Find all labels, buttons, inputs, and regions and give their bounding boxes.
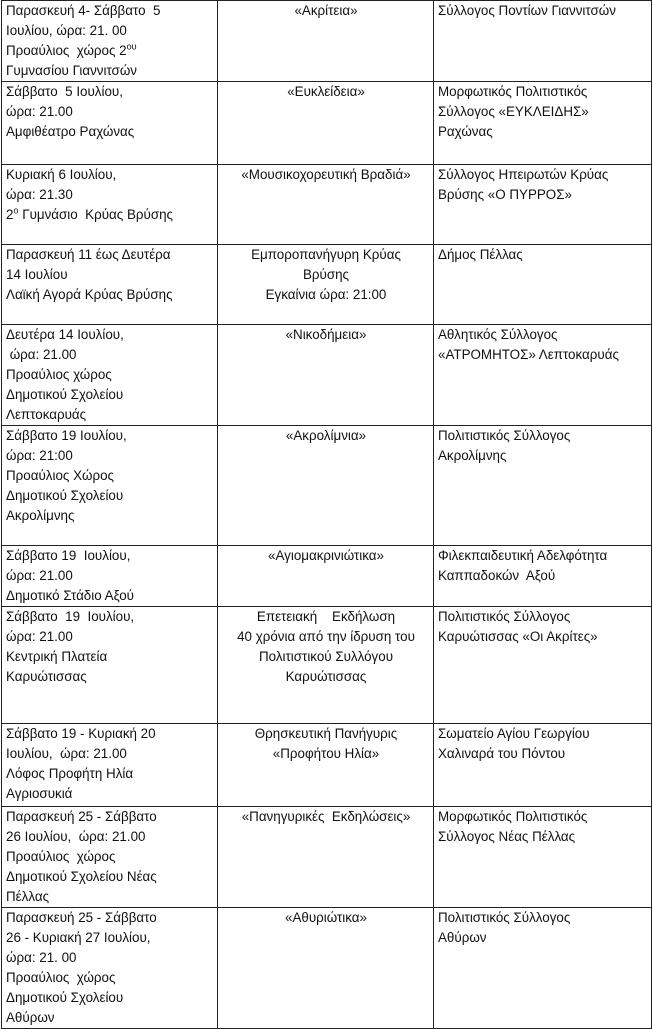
when-line: Παρασκευή 11 έως Δευτέρα [6, 247, 171, 262]
organizer-line: Αθλητικός Σύλλογος [438, 327, 558, 342]
events-table [1, 0, 652, 1029]
when-line [6, 41, 214, 61]
when-line: Λόφος Προφήτη Ηλία [6, 766, 134, 781]
organizer-cell [434, 546, 652, 607]
event-line: Βρύσης [302, 267, 350, 282]
when-line: Προαύλιος χώρος [6, 849, 116, 864]
event-cell [218, 82, 434, 165]
organizer-line: Καρυώτισσας «Οι Ακρίτες» [438, 629, 598, 644]
organizer-line: Πολιτιστικός Σύλλογος [438, 910, 571, 925]
organizer-line: «ΑΤΡΟΜΗΤΟΣ» Λεπτοκαρυάς [438, 347, 619, 362]
event-line: Επετειακή Εκδήλωση [256, 609, 396, 624]
when-line: Σάββατο 19 Ιουλίου, [6, 609, 135, 624]
when-line: Ιουλίου, ώρα: 21.00 [6, 746, 127, 761]
when-line: Παρασκευή 4- Σάββατο 5 [6, 3, 161, 18]
when-cell [2, 908, 218, 1029]
table-row [2, 82, 652, 165]
when-line: Σάββατο 19 Ιουλίου, [6, 428, 127, 443]
when-line: Παρασκευή 25 - Σάββατο [6, 910, 157, 925]
organizer-line: Αθύρων [438, 930, 487, 945]
table-row [2, 245, 652, 325]
when-line: Λεπτοκαρυάς [6, 407, 87, 422]
event-line: Εγκαίνια ώρα: 21:00 [265, 287, 387, 302]
when-line: 26 Ιουλίου, ώρα: 21.00 [6, 829, 146, 844]
event-cell [218, 1, 434, 82]
when-line: Σάββατο 5 Ιουλίου, [6, 84, 123, 99]
when-cell [2, 82, 218, 165]
organizer-cell [434, 807, 652, 908]
organizer-line: Μορφωτικός Πολιτιστικός [438, 809, 588, 824]
when-line: ώρα: 21.00 [6, 568, 73, 583]
when-line: ώρα: 21.00 [6, 104, 73, 119]
organizer-line: Σύλλογος Νέας Πέλλας [438, 829, 576, 844]
event-line: Εμποροπανήγυρη Κρύας [251, 247, 401, 262]
when-line [6, 205, 214, 225]
table-row [2, 546, 652, 607]
event-line: 40 χρόνια από την ίδρυση του [237, 629, 415, 644]
organizer-line: Δήμος Πέλλας [438, 247, 523, 262]
organizer-cell [434, 724, 652, 807]
event-line: Καρυώτισσας [285, 669, 367, 684]
event-cell [218, 165, 434, 245]
event-line: Πολιτιστικού Συλλόγου [258, 649, 394, 664]
when-text: 2 [6, 207, 14, 222]
organizer-cell [434, 426, 652, 546]
when-line: Προαύλιος χώρος [6, 970, 116, 985]
when-line: ώρα: 21.00 [6, 629, 73, 644]
when-cell [2, 325, 218, 426]
superscript: ου [126, 41, 137, 52]
when-line: ώρα: 21:00 [6, 448, 73, 463]
when-cell [2, 546, 218, 607]
organizer-line: Μορφωτικός Πολιτιστικός [438, 84, 588, 99]
organizer-line: Ραχώνας [438, 124, 493, 139]
event-cell [218, 724, 434, 807]
when-cell [2, 807, 218, 908]
when-line: Κεντρική Πλατεία [6, 649, 108, 664]
table-row [2, 426, 652, 546]
table-row [2, 325, 652, 426]
when-line: Δημοτικό Στάδιο Αξού [6, 588, 135, 603]
when-line: 14 Ιουλίου [6, 267, 68, 282]
organizer-line: Ακρολίμνης [438, 448, 507, 463]
when-line: Σάββατο 19 Ιουλίου, [6, 548, 131, 563]
when-line: Δημοτικού Σχολείου [6, 488, 124, 503]
event-cell [218, 325, 434, 426]
when-line: ώρα: 21.30 [6, 187, 73, 202]
when-line: 26 - Κυριακή 27 Ιουλίου, [6, 930, 151, 945]
event-line: «Ακρίτεια» [294, 3, 358, 18]
organizer-cell [434, 908, 652, 1029]
when-line: ώρα: 21.00 [6, 347, 77, 362]
organizer-line: Βρύσης «Ο ΠΥΡΡΟΣ» [438, 187, 572, 202]
when-line: Ιουλίου, ώρα: 21. 00 [6, 23, 127, 38]
when-cell [2, 245, 218, 325]
when-cell [2, 165, 218, 245]
organizer-line: Σύλλογος Ηπειρωτών Κρύας [438, 167, 609, 182]
event-line: Θρησκευτική Πανήγυρις [254, 726, 398, 741]
event-line: «Μουσικοχορευτική Βραδιά» [241, 167, 411, 182]
when-line: Προαύλιος χώρος [6, 367, 112, 382]
when-line: Αθύρων [6, 1010, 55, 1025]
when-line: Λαϊκή Αγορά Κρύας Βρύσης [6, 287, 173, 302]
organizer-line: Πολιτιστικός Σύλλογος [438, 609, 571, 624]
event-cell [218, 807, 434, 908]
organizer-cell [434, 325, 652, 426]
when-line: Παρασκευή 25 - Σάββατο [6, 809, 157, 824]
table-row [2, 1, 652, 82]
organizer-line: Χαλιναρά του Πόντου [438, 746, 566, 761]
event-line: «Αγιομακρινιώτικα» [268, 548, 384, 563]
event-line: «Αθυριώτικα» [285, 910, 367, 925]
table-row [2, 607, 652, 724]
when-line: Γυμνασίου Γιαννιτσών [6, 63, 137, 78]
event-cell [218, 426, 434, 546]
event-cell [218, 546, 434, 607]
when-line: Καρυώτισσας [6, 669, 87, 684]
when-line: Δημοτικού Σχολείου [6, 387, 124, 402]
superscript: ο [13, 205, 19, 216]
when-line: Ακρολίμνης [6, 508, 75, 523]
table-row [2, 724, 652, 807]
when-line: ώρα: 21. 00 [6, 950, 77, 965]
when-line: Δημοτικού Σχολείου Νέας [6, 869, 157, 884]
when-cell [2, 1, 218, 82]
when-line: Κυριακή 6 Ιουλίου, [6, 167, 117, 182]
event-cell [218, 908, 434, 1029]
when-cell [2, 724, 218, 807]
when-line: Αγριοσυκιά [6, 786, 73, 801]
organizer-line: Φιλεκπαιδευτική Αδελφότητα [438, 548, 608, 563]
table-row [2, 165, 652, 245]
organizer-cell [434, 1, 652, 82]
event-line: «Προφήτου Ηλία» [272, 746, 380, 761]
when-line: Σάββατο 19 - Κυριακή 20 [6, 726, 156, 741]
organizer-cell [434, 245, 652, 325]
table-row [2, 908, 652, 1029]
when-text: Προαύλιος χώρος 2 [6, 43, 127, 58]
when-line: Δημοτικού Σχολείου [6, 990, 124, 1005]
when-text: Γυμνάσιο Κρύας Βρύσης [18, 207, 173, 222]
organizer-cell [434, 82, 652, 165]
organizer-line: Σωματείο Αγίου Γεωργίου [438, 726, 590, 741]
when-line: Προαύλιος Χώρος [6, 468, 114, 483]
organizer-cell [434, 607, 652, 724]
event-line: «Νικοδήμεια» [285, 327, 367, 342]
event-cell [218, 607, 434, 724]
organizer-line: Σύλλογος Ποντίων Γιαννιτσών [438, 3, 616, 18]
event-cell [218, 245, 434, 325]
event-line: «Ευκλείδεια» [287, 84, 365, 99]
event-line: «Πανηγυρικές Εκδηλώσεις» [241, 809, 411, 824]
organizer-line: Καππαδοκών Αξού [438, 568, 556, 583]
when-cell [2, 426, 218, 546]
when-cell [2, 607, 218, 724]
organizer-line: Πολιτιστικός Σύλλογος [438, 428, 571, 443]
when-line: Αμφιθέατρο Ραχώνας [6, 124, 135, 139]
when-line: Πέλλας [6, 889, 50, 904]
organizer-cell [434, 165, 652, 245]
organizer-line: Σύλλογος «ΕΥΚΛΕΙΔΗΣ» [438, 104, 589, 119]
when-line: Δευτέρα 14 Ιουλίου, [6, 327, 124, 342]
table-row [2, 807, 652, 908]
event-line: «Ακρολίμνια» [285, 428, 367, 443]
